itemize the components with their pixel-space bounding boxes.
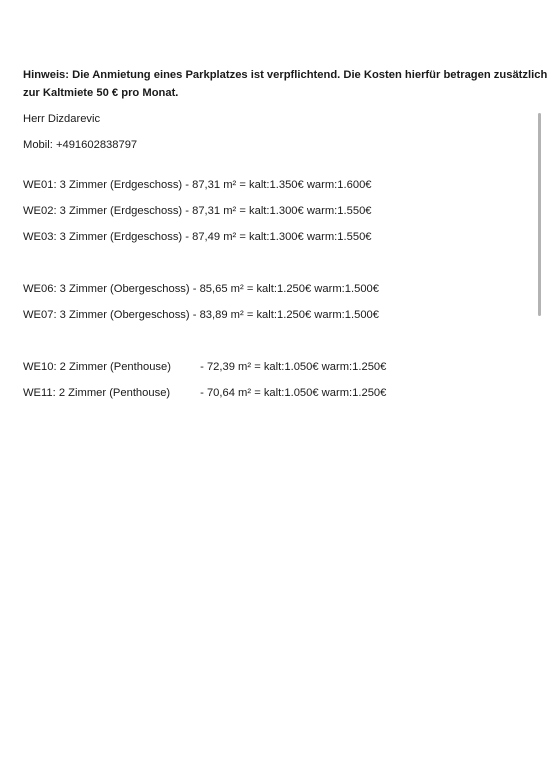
unit-row-we10	[23, 358, 533, 376]
unit-desc: WE10: 2 Zimmer (Penthouse)	[23, 361, 171, 373]
unit-group-upper-floor	[23, 280, 533, 324]
unit-details: - 83,89 m² = kalt:1.250€ warm:1.500€	[189, 309, 379, 321]
unit-row-we01	[23, 176, 533, 194]
unit-desc: WE01: 3 Zimmer (Erdgeschoss)	[23, 179, 183, 191]
unit-row-we11	[23, 384, 533, 402]
unit-details: - 85,65 m² = kalt:1.250€ warm:1.500€	[189, 283, 379, 295]
unit-details: - 87,49 m² = kalt:1.300€ warm:1.550€	[182, 231, 372, 243]
unit-desc: WE11: 2 Zimmer (Penthouse)	[23, 387, 171, 399]
parking-notice-line-1: Hinweis: Die Anmietung eines Parkplatzes ist verpflichtend. Die Kosten hierfür betragen zusätzlich	[23, 69, 547, 81]
unit-details: - 87,31 m² = kalt:1.350€ warm:1.600€	[182, 179, 372, 191]
unit-group-penthouse	[23, 358, 533, 402]
unit-row-we02	[23, 202, 533, 220]
contact-name: Herr Dizdarevic	[23, 113, 101, 125]
unit-row-we06	[23, 280, 533, 298]
unit-desc: WE06: 3 Zimmer (Obergeschoss)	[23, 283, 190, 295]
unit-row-we03	[23, 228, 533, 246]
contact-phone: Mobil: +491602838797	[23, 139, 138, 151]
parking-notice-line-2: zur Kaltmiete 50 € pro Monat.	[23, 87, 179, 99]
unit-desc: WE02: 3 Zimmer (Erdgeschoss)	[23, 205, 183, 217]
unit-list	[23, 176, 533, 402]
document-body	[23, 66, 547, 402]
unit-details: - 70,64 m² = kalt:1.050€ warm:1.250€	[197, 387, 387, 399]
unit-group-ground-floor	[23, 176, 533, 246]
vertical-scrollbar[interactable]	[538, 113, 541, 316]
unit-details: - 72,39 m² = kalt:1.050€ warm:1.250€	[197, 361, 387, 373]
unit-desc: WE03: 3 Zimmer (Erdgeschoss)	[23, 231, 183, 243]
unit-desc: WE07: 3 Zimmer (Obergeschoss)	[23, 309, 190, 321]
unit-details: - 87,31 m² = kalt:1.300€ warm:1.550€	[182, 205, 372, 217]
unit-row-we07	[23, 306, 533, 324]
